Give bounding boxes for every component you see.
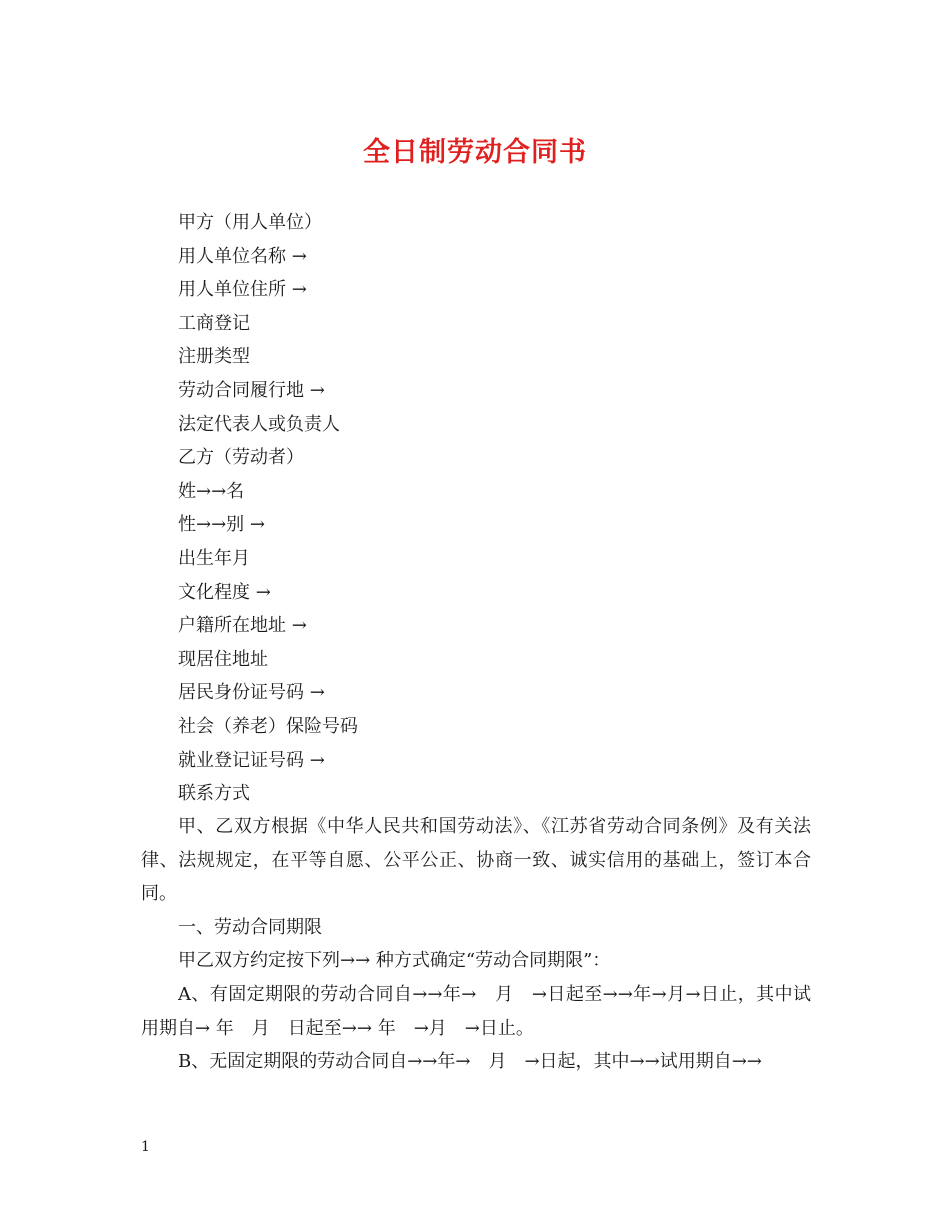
field-social-insurance: 社会（养老）保险号码 bbox=[178, 715, 358, 737]
field-business-registration: 工商登记 bbox=[178, 312, 250, 334]
field-employer-name: 用人单位名称 → bbox=[178, 245, 307, 267]
field-current-address: 现居住地址 bbox=[178, 648, 268, 670]
paragraph-preamble: 甲、乙双方根据《中华人民共和国劳动法》、《江苏省劳动合同条例》及有关法律、法规规定，在平等自愿、公平公正、协商一致、诚实信用的基础上，签订本合同。 bbox=[141, 816, 811, 905]
field-id-number: 居民身份证号码 → bbox=[178, 682, 325, 704]
field-employer: 甲方（用人单位） bbox=[178, 212, 322, 233]
contract-fields bbox=[178, 206, 828, 811]
field-employer-address: 用人单位住所 → bbox=[178, 279, 307, 301]
contract-body bbox=[141, 810, 811, 1079]
page-number: 1 bbox=[141, 1139, 150, 1155]
document-title: 全日制劳动合同书 bbox=[363, 137, 587, 168]
field-birth-date: 出生年月 bbox=[178, 547, 250, 569]
paragraph-term-method: 甲乙双方约定按下列→→ 种方式确定“劳动合同期限”： bbox=[178, 950, 611, 972]
field-household-address: 户籍所在地址 → bbox=[178, 615, 307, 637]
paragraph-fixed-term: A、有固定期限的劳动合同自→→年→ 月 →日起至→→年→月→日止，其中试用期自→ 年 月 日起至→→ 年 →月 →日止。 bbox=[141, 983, 811, 1039]
field-contact: 联系方式 bbox=[178, 783, 250, 805]
field-employee: 乙方（劳动者） bbox=[178, 447, 304, 469]
field-registration-type: 注册类型 bbox=[178, 346, 250, 368]
paragraph-open-ended: B、无固定期限的劳动合同自→→年→ 月 →日起，其中→→试用期自→→ bbox=[178, 1051, 762, 1073]
field-legal-representative: 法定代表人或负责人 bbox=[178, 413, 340, 435]
field-employment-registration: 就业登记证号码 → bbox=[178, 749, 325, 771]
field-gender: 性→→别 → bbox=[178, 514, 265, 536]
section-heading-term: 一、劳动合同期限 bbox=[178, 916, 322, 938]
field-name: 姓→→名 bbox=[178, 480, 245, 502]
field-education: 文化程度 → bbox=[178, 581, 271, 603]
field-work-location: 劳动合同履行地 → bbox=[178, 379, 325, 401]
